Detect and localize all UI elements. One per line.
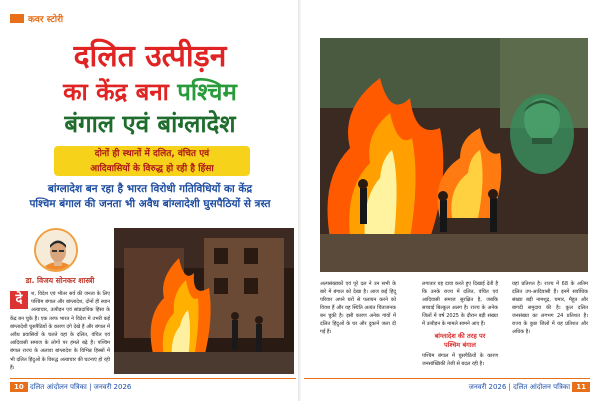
subsection-heading	[422, 332, 498, 350]
right-column-2-after: पश्चिम बंगाल में घुसपैठियों के कारण जनसांख्यिकी तेजी से बदल रही है।	[422, 353, 498, 367]
body-text: श, विदेश एवं भीतर सर्व की जनता के लिए पश्चिम बंगाल और बांग्लादेश, दोनों ही स्थान अत्याचार, उत्पीड़न एवं सांप्रदायिक हिंसा के केंद्र बन चुके हैं। एक तरफ भारत ने विदेश में उभरी कई बांग्लादेशी घुसपैठियों के कारण दंगे देखे हैं और बंगाल में अवैध प्रवासियों के चलते वहां के दलित, वंचित एवं आदिवासी समाज के लोगों पर हमले बढ़े हैं। पश्चिम बंगाल राज्य के अलावा बांग्लादेश के विभिन्न हिस्सों में भी दलित हिंदुओं के विरुद्ध अत्याचार की घटनाएं हो रही हैं।	[10, 291, 110, 371]
right-column-1: अल्पसंख्यकों एवं पूरे दल ने उन सभी के बारे में बंगाल को देखा है। आज कई हिंदू परिवार अपने घरों से पलायन करने को विवश हैं और यह स्थिति अत्यंत चिंताजनक बन चुकी है। इसी कारण अनेक गांवों में दलित हिंदुओं के घर और दुकानें जला दी गई हैं।	[320, 281, 396, 335]
headline-line-3: बंगाल एवं बांग्लादेश	[64, 110, 236, 138]
footer-text-right: जनवरी 2026 | दलित आंदोलन पत्रिका	[468, 383, 571, 391]
subsection-heading-line-2: पश्चिम बंगाल	[444, 341, 476, 349]
subhead-line-2: आदिवासियों के विरुद्ध हो रही है हिंसा	[90, 164, 214, 174]
page-number-left: 10	[10, 382, 28, 392]
subhead-line-1: दोनों ही स्थानों में दलित, वंचित एवं	[94, 149, 210, 159]
footer-rule-left	[10, 378, 296, 379]
right-page	[300, 0, 600, 401]
section-label: कवर स्टोरी	[28, 15, 64, 25]
footer-left	[10, 382, 296, 394]
page-gutter	[298, 0, 302, 401]
page-number-right: 11	[572, 382, 590, 392]
deck-line-1: बांग्लादेश बन रहा है भारत विरोधी गतिविधियों का केंद्र	[47, 183, 253, 195]
headline-line-2-green: पश्चिम	[177, 78, 237, 106]
deck-text	[0, 182, 300, 212]
author-name: डा. विजय सोनकर शास्त्री	[25, 276, 95, 285]
street-fire-protest-photo	[320, 38, 588, 272]
footer-right	[300, 382, 590, 394]
headline-line-2	[0, 78, 300, 106]
burning-building-photo	[114, 228, 294, 374]
right-column-2	[422, 280, 498, 368]
footer-rule-right	[304, 378, 590, 379]
headline-line-1: दलित उत्पीड़न	[73, 39, 227, 74]
body-column	[10, 290, 110, 372]
subsection-heading-line-1: बांग्लादेश की तरह पर	[434, 332, 486, 340]
author-portrait-icon	[34, 228, 78, 272]
section-tag-marker	[10, 14, 24, 23]
headline-line-2-red: का केंद्र बना	[63, 78, 169, 106]
subhead-box	[54, 146, 250, 176]
right-column-2-text: लगातार यह दावा करते हुए दिखाई देती है कि उनके राज्य में दलित, वंचित एवं आदिवासी समाज सुरक्षित है, जबकि सच्चाई बिल्कुल अलग है। राज्य के अनेक जिलों में वर्ष 2025 के दौरान बड़ी संख्या में उत्पीड़न के मामले सामने आए हैं।	[422, 281, 498, 327]
dropcap: दे	[10, 291, 28, 309]
right-column-3: यहां प्रतिशत है। राज्य में 68 के अतिम दलित उप-आदिवासी हैं। इनमें सर्वाधिक संख्या बड़ी नामशूद्र, चमार, मैहूत और बागदी समुदाय की है। कुल दलित जनसंख्या का लगभग 24 प्रतिशत है। राज्य के कुछ जिलों में यह प्रतिशत और अधिक है।	[512, 281, 588, 335]
deck-line-2: पश्चिम बंगाल की जनता भी अवैध बांग्लादेशी घुसपैठियों से त्रस्त	[29, 198, 271, 210]
footer-text-left: दलित आंदोलन पत्रिका | जनवरी 2026	[29, 383, 132, 391]
